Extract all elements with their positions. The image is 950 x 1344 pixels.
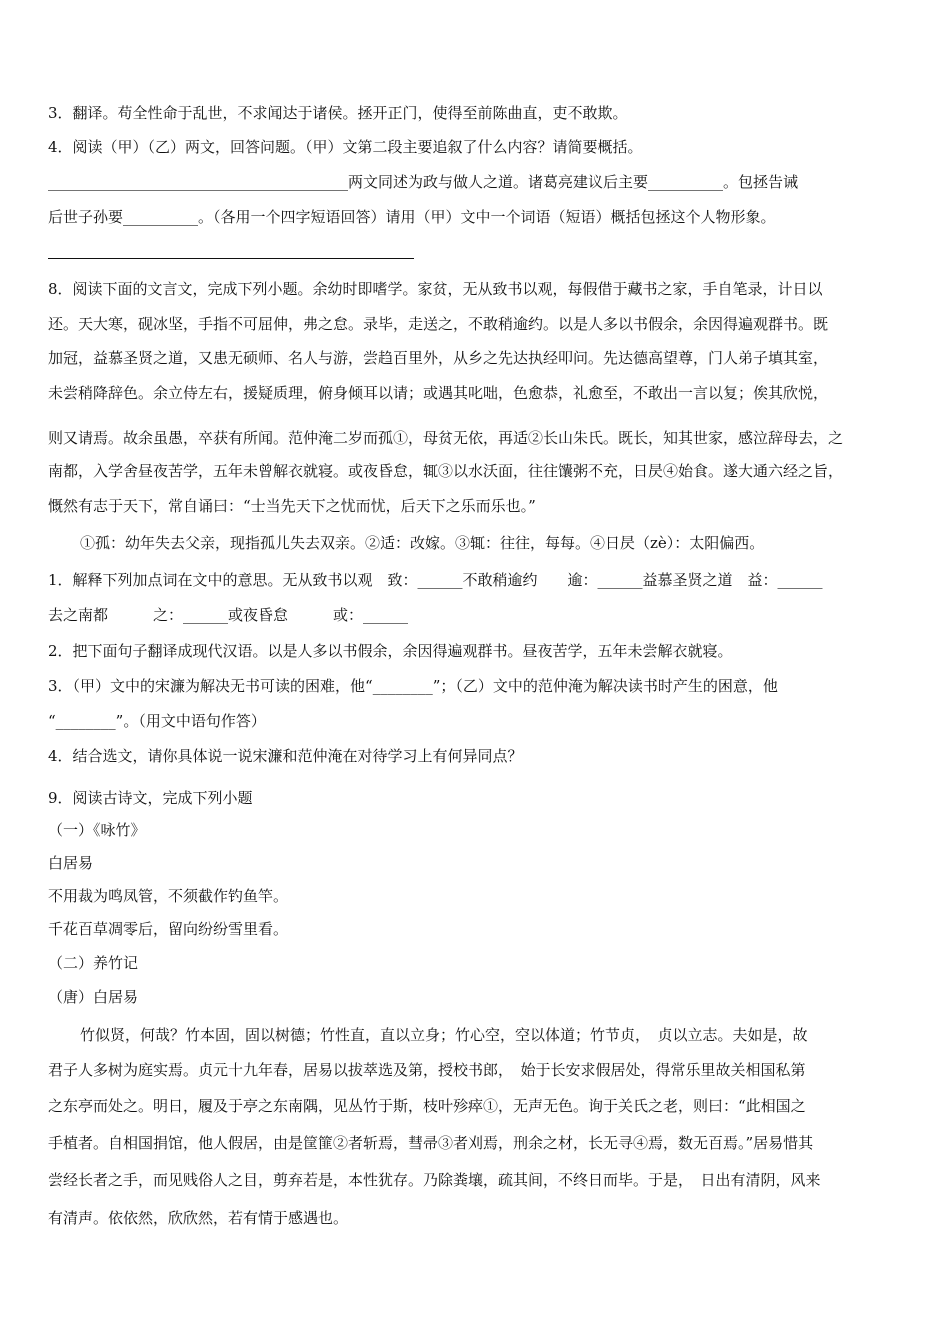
question-8-passage-line-1: 8．阅读下面的文言文，完成下列小题。余幼时即嗜学。家贫，无从致书以观，每假借于藏书之家，手自笔录，计日以: [48, 280, 823, 298]
prose-line-6: 有清声。依依然，欣欣然，若有情于感遇也。: [48, 1209, 349, 1227]
question-8-footnotes: ①孤：幼年失去父亲，现指孤儿失去双亲。②适：改嫁。③辄：往往，每每。④日昃（zè）：太阳偏西。: [80, 534, 765, 552]
subquestion-1-line-1: 1．解释下列加点词在文中的意思。无从致书以观 致：______不敢稍逾约 逾：______益慕圣贤之道 益：______: [48, 571, 823, 589]
question-8-passage-line-7: 慨然有志于天下，常自诵曰：“士当先天下之忧而忧，后天下之乐而乐也。”: [48, 497, 536, 515]
question-4-read: 4．阅读（甲）（乙）两文，回答问题。（甲）文第二段主要追叙了什么内容？请简要概括。: [48, 138, 643, 156]
subquestion-4: 4．结合选文，请你具体说一说宋濂和范仲淹在对待学习上有何异同点？: [48, 747, 523, 765]
question-9-heading: 9．阅读古诗文，完成下列小题: [48, 789, 253, 807]
subquestion-3-line-2: “________”。（用文中语句作答）: [48, 712, 266, 730]
prose-title: （二）养竹记: [48, 954, 139, 972]
subquestion-3-line-1: 3．（甲）文中的宋濂为解决无书可读的困难，他“________”；（乙）文中的范仲淹为解决读书时产生的困意，他: [48, 677, 778, 695]
question-3-translate: 3．翻译。苟全性命于乱世，不求闻达于诸侯。拯开正门，使得至前陈曲直，吏不敢欺。: [48, 104, 628, 122]
poem-line-1: 不用裁为鸣凤管，不须截作钓鱼竿。: [48, 887, 289, 905]
question-8-passage-line-4: 未尝稍降辞色。余立侍左右，援疑质理，俯身倾耳以请；或遇其叱咄，色愈恭，礼愈至，不敢出一言以复；俟其欣悦，: [48, 384, 829, 402]
question-8-passage-line-2: 还。天大寒，砚冰坚，手指不可屈伸，弗之怠。录毕，走送之，不敢稍逾约。以是人多以书假余，余因得遍观群书。既: [48, 315, 829, 333]
answer-blank-line: [48, 258, 414, 259]
subquestion-2: 2．把下面句子翻译成现代汉语。以是人多以书假余，余因得遍观群书。昼夜苦学，五年未尝解衣就寝。: [48, 642, 733, 660]
question-4-blank-line-1: ________________________________________两文同述为政与做人之道。诸葛亮建议后主要__________。包拯告诫: [48, 173, 799, 191]
prose-line-2: 君子人多树为庭实焉。贞元十九年春，居易以拔萃选及第，授校书郎， 始于长安求假居处，得常乐里故关相国私第: [48, 1061, 806, 1079]
question-8-passage-line-6: 南都，入学舍昼夜苦学，五年未曾解衣就寝。或夜昏怠，辄③以水沃面，往往馕粥不充，日昃④始食。遂大通六经之旨，: [48, 462, 844, 480]
poem-author: 白居易: [48, 854, 94, 872]
question-4-blank-line-2: 后世子孙要__________。（各用一个四字短语回答）请用（甲）文中一个词语（短语）概括包拯这个人物形象。: [48, 208, 776, 226]
prose-author: （唐）白居易: [48, 988, 139, 1006]
subquestion-1-line-2: 去之南都 之：______或夜昏怠 或：______: [48, 606, 409, 624]
prose-line-3: 之东亭而处之。明日，履及于亭之东南隅，见丛竹于斯，枝叶殄瘁①，无声无色。询于关氏之老，则曰：“此相国之: [48, 1097, 806, 1115]
question-8-passage-line-3: 加冠，益慕圣贤之道，又患无硕师、名人与游，尝趋百里外，从乡之先达执经叩问。先达德高望尊，门人弟子填其室，: [48, 349, 829, 367]
poem-title: （一）《咏竹》: [48, 821, 146, 839]
prose-line-5: 尝经长者之手，而见贱俗人之目，剪弃若是，本性犹存。乃除粪壤，疏其间，不终日而毕。于是， 日出有清阴，风来: [48, 1171, 821, 1189]
poem-line-2: 千花百草凋零后，留向纷纷雪里看。: [48, 920, 289, 938]
prose-line-1: 竹似贤，何哉？竹本固，固以树德；竹性直，直以立身；竹心空，空以体道；竹节贞， 贞以立志。夫如是，故: [80, 1026, 808, 1044]
prose-line-4: 手植者。自相国捐馆，他人假居，由是筐篚②者斩焉，彗帚③者刈焉，刑余之材，长无寻④焉，数无百焉。”居易惜其: [48, 1134, 814, 1152]
question-8-passage-line-5: 则又请焉。故余虽愚，卒获有所闻。范仲淹二岁而孤①，母贫无依，再适②长山朱氏。既长，知其世家，感泣辞母去，之: [48, 429, 844, 447]
